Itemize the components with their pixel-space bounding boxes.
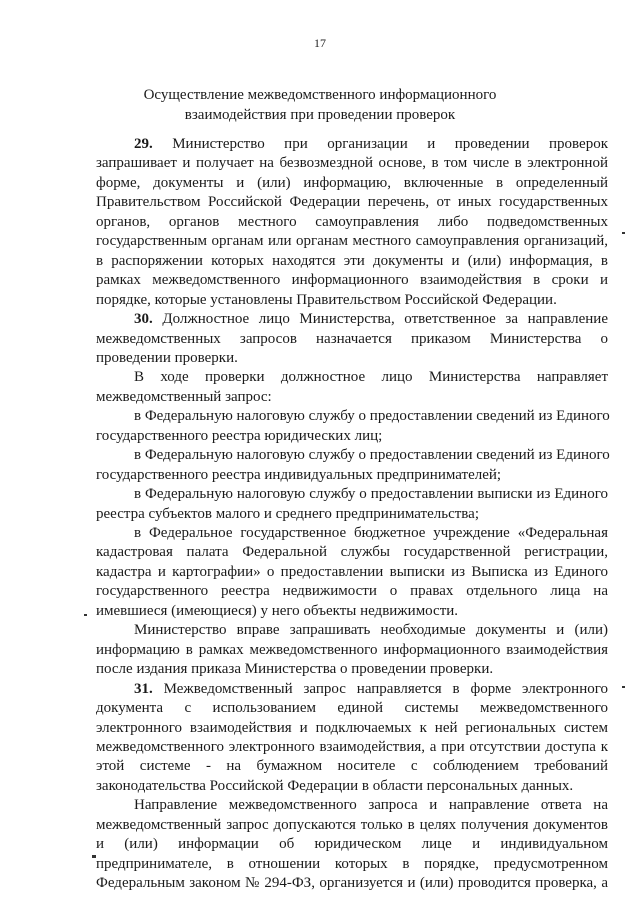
text-line: межведомственного электронного взаимодействия, а при отсутствии доступа к: [96, 739, 608, 755]
text-line: предпринимателе, в отношении которых в порядке, предусмотренном: [96, 856, 608, 872]
text-line: порядке, которые установлены Правительством Российской Федерации.: [96, 292, 557, 308]
text-line: в Федеральную налоговую службу о предоставлении сведений из Единого: [134, 408, 610, 424]
text-line: документа с использованием единой системы межведомственного: [96, 700, 608, 716]
clause-number: 30.: [134, 311, 153, 327]
text-line: имевшиеся (имеющиеся) у него объекты недвижимости.: [96, 603, 459, 619]
text-line: запрашивает и получает на безвозмездной основе, в том числе в электронной: [96, 155, 608, 171]
text-line: проведении проверки.: [96, 350, 238, 366]
text-line: государственным органам или органам местного самоуправления организаций,: [96, 233, 608, 249]
heading-line: взаимодействия при проведении проверок: [184, 107, 456, 123]
text-line: в Федеральное государственное бюджетное учреждение «Федеральная: [134, 525, 608, 541]
text-line: 31. Межведомственный запрос направляется в форме электронного: [134, 681, 608, 697]
text-line: этой системе - на бумажном носителе с соблюдением требований: [96, 758, 608, 774]
text-line: 30. Должностное лицо Министерства, ответственное за направление: [134, 311, 608, 327]
text-line: после издания приказа Министерства о проведении проверки.: [96, 661, 494, 677]
text-line: Министерство вправе запрашивать необходимые документы и (или): [134, 622, 608, 638]
text-line: законодательства Российской Федерации в области персональных данных.: [96, 778, 574, 794]
clause-number: 29.: [134, 136, 153, 152]
text-line: реестра субъектов малого и среднего предпринимательства;: [96, 506, 479, 522]
text-line: в Федеральную налоговую службу о предоставлении сведений из Единого: [134, 447, 610, 463]
text-line: органов, органов местного самоуправления либо подведомственных: [96, 214, 608, 230]
text-line: в распоряжении которых находятся эти документы и (или) информация, в: [96, 253, 608, 269]
text-line: государственного реестра индивидуальных предпринимателей;: [96, 467, 502, 483]
page-number: 17: [314, 36, 326, 50]
scan-mark: [84, 614, 87, 616]
heading-line: Осуществление межведомственного информационного: [143, 87, 497, 103]
text-line: государственного реестра недвижимости о правах отдельного лица на: [96, 583, 608, 599]
scan-mark: [622, 232, 625, 234]
text-line: межведомственный запрос:: [96, 389, 272, 405]
text-line: В ходе проверки должностное лицо Министерства направляет: [134, 369, 608, 385]
text-line: межведомственных запросов назначается приказом Министерства о: [96, 331, 608, 347]
text-line: в Федеральную налоговую службу о предоставлении выписки из Единого: [134, 486, 608, 502]
text-line: Правительством Российской Федерации перечень, от иных государственных: [96, 194, 608, 210]
text-line: кадастра и картографии» о предоставлении выписки из Выписка из Единого: [96, 564, 608, 580]
text-line: государственного реестра юридических лиц;: [96, 428, 383, 444]
text-line: Направление межведомственного запроса и направление ответа на: [134, 797, 608, 813]
text-line: кадастровая палата Федеральной службы государственной регистрации,: [96, 544, 608, 560]
text-line: и (или) информации об юридическом лице и индивидуальном: [96, 836, 608, 852]
clause-number: 31.: [134, 681, 153, 697]
text-line: Федеральным законом № 294-ФЗ, организуется и (или) проводится проверка, а: [96, 875, 608, 891]
text-line: межведомственный запрос допускаются только в целях получения документов: [96, 817, 608, 833]
text-line: форме, документы и (или) информацию, включенные в определенный: [96, 175, 608, 191]
text-line: рамках межведомственного информационного взаимодействия в сроки и: [96, 272, 608, 288]
text-line: электронного взаимодействия и подключаемых к ней региональных систем: [96, 720, 608, 736]
scan-mark: [92, 855, 96, 858]
scan-mark: [622, 686, 625, 688]
text-line: 29. Министерство при организации и проведении проверок: [134, 136, 608, 152]
text-line: информацию в рамках межведомственного информационного взаимодействия: [96, 642, 608, 658]
